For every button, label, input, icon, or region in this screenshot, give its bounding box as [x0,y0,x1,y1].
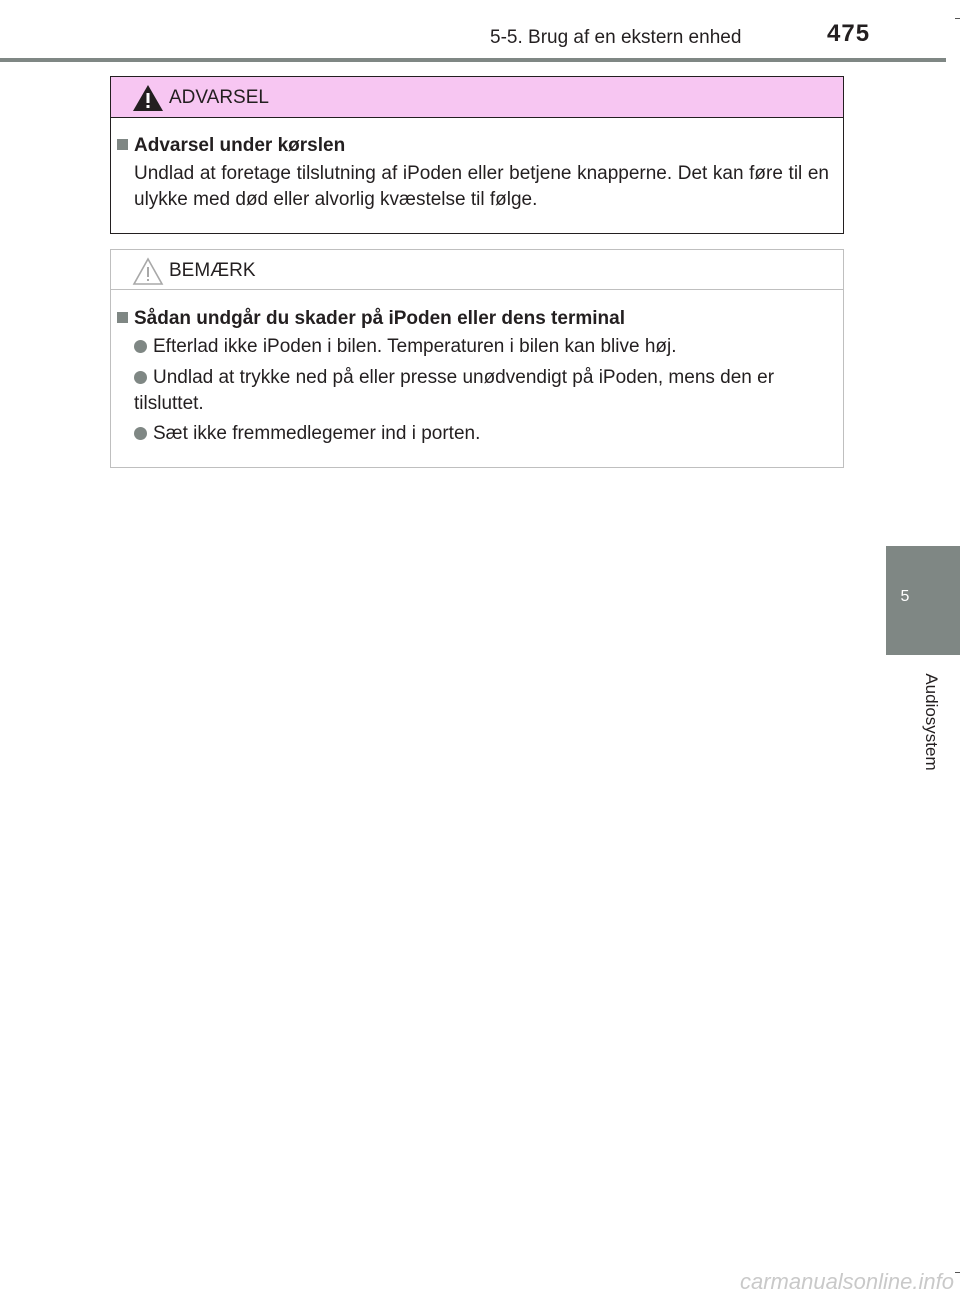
square-bullet-icon [117,312,128,323]
warning-triangle-filled-icon [131,83,165,113]
list-item [134,334,839,360]
notice-label: BEMÆRK [169,260,256,281]
notice-section-heading [117,308,625,330]
round-bullet-icon [134,371,147,384]
list-item [134,365,839,417]
square-bullet-icon [117,139,128,150]
crop-mark [955,18,960,19]
warning-section-heading [117,135,345,157]
caution-triangle-outline-icon [131,256,165,286]
list-item [134,421,839,447]
crop-mark [955,1272,960,1273]
chapter-label: Audiosystem [922,673,941,771]
round-bullet-icon [134,427,147,440]
header-rule [0,58,946,62]
warning-title: Advarsel under kørslen [134,135,346,156]
list-item-text: Efterlad ikke iPoden i bilen. Temperaturen i bilen kan blive høj. [153,336,677,357]
list-item-text: Sæt ikke fremmedlegemer ind i porten. [153,423,481,444]
notice-header [111,250,843,290]
chapter-number: 5 [900,588,910,605]
notice-title: Sådan undgår du skader på iPoden eller dens terminal [134,308,625,329]
chapter-tab [886,546,960,655]
warning-label: ADVARSEL [169,87,269,108]
page-number: 475 [827,20,871,47]
warning-header [111,77,843,118]
round-bullet-icon [134,340,147,353]
list-item-text: Undlad at trykke ned på eller presse unødvendigt på iPoden, mens den er tilsluttet. [134,367,775,414]
warning-text: Undlad at foretage tilslutning af iPoden eller betjene knapperne. Det kan føre til en ulykke med død eller alvorlig kvæstelse til følge. [134,163,829,210]
watermark: carmanualsonline.info [739,1269,954,1294]
section-title: 5-5. Brug af en ekstern enhed [490,27,742,48]
